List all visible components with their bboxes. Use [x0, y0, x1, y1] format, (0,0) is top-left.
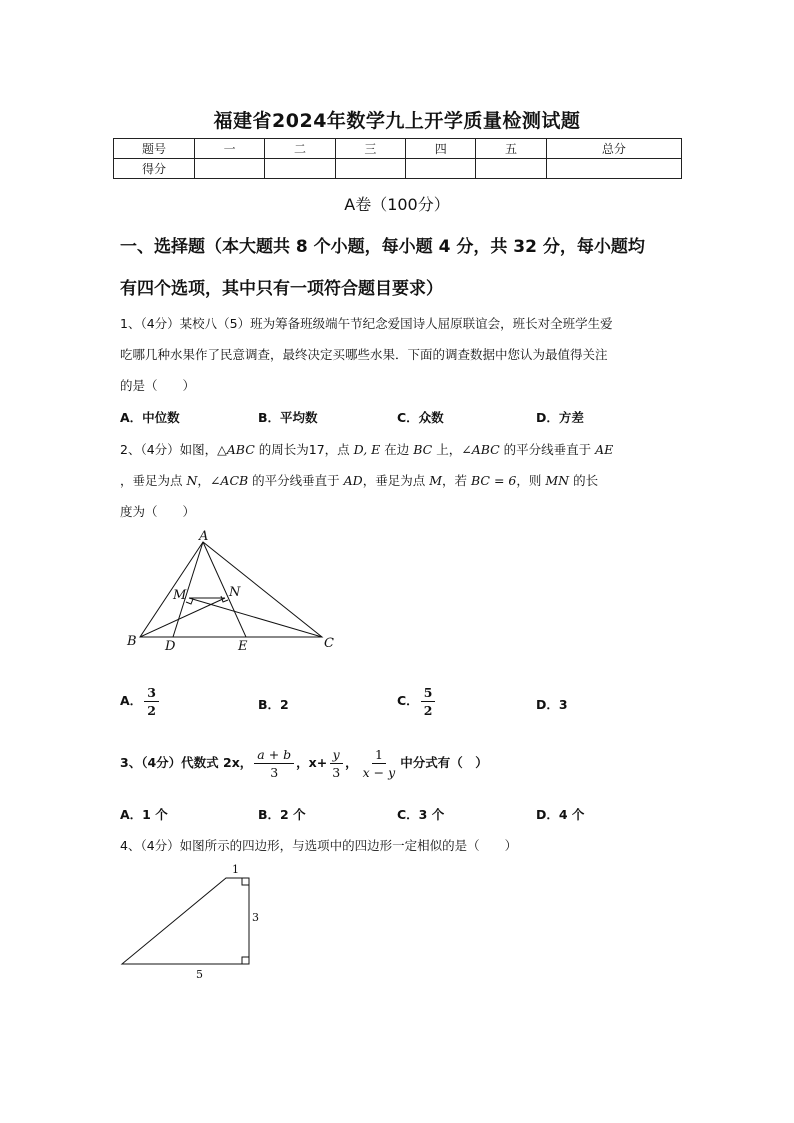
score-cell[interactable] [195, 159, 265, 179]
q2-option-c[interactable] [397, 684, 437, 719]
fraction [144, 684, 159, 719]
text: ，x+ [296, 755, 328, 770]
text: ，若 [442, 473, 471, 488]
text: 的平分线垂直于 [248, 473, 344, 488]
fraction [360, 746, 399, 781]
text: ，垂足为点 [362, 473, 430, 488]
option-label: A． [120, 693, 143, 708]
text: 2、（4分）如图， [120, 442, 218, 457]
bisector-c [189, 598, 322, 637]
q1-option-d[interactable]: D．方差 [536, 410, 584, 425]
text: ，则 [516, 473, 546, 488]
text: 的平分线垂直于 [499, 442, 596, 457]
score-cell[interactable] [406, 159, 476, 179]
fraction [421, 684, 436, 719]
header-cell: 三 [335, 139, 405, 159]
part1-heading-line2: 有四个选项，其中只有一项符合题目要求） [120, 279, 443, 299]
q4-line: 4、（4分）如图所示的四边形，与选项中的四边形一定相似的是（ ） [120, 838, 518, 853]
score-cell[interactable] [546, 159, 681, 179]
label-right: 3 [252, 911, 259, 924]
label-e: E [238, 639, 248, 654]
q1-option-b[interactable]: B．平均数 [258, 410, 318, 425]
label-m: M [173, 588, 187, 603]
option-label: C． [397, 693, 419, 708]
label-a: A [199, 530, 209, 544]
math: AE [595, 442, 614, 457]
label-n: N [229, 585, 241, 600]
q1-line1: 1、（4分）某校八（5）班为筹备班级端午节纪念爱国诗人屈原联谊会，班长对全班学生爱 [120, 316, 613, 331]
right-angle-mark-bottom [242, 957, 249, 964]
q3-line [120, 746, 488, 781]
math: ∠ABC [461, 442, 500, 457]
numerator: a + b [254, 746, 294, 764]
q2-line2 [120, 471, 598, 489]
text: 上， [432, 442, 462, 457]
text: 的长 [569, 473, 599, 488]
q3-option-b[interactable]: B．2 个 [258, 807, 306, 822]
part1-heading-line1: 一、选择题（本大题共 8 个小题，每小题 4 分，共 32 分，每小题均 [120, 237, 645, 257]
header-cell: 题号 [114, 139, 195, 159]
header-cell: 五 [476, 139, 546, 159]
quadrilateral [122, 878, 249, 964]
right-angle-mark-top [242, 878, 249, 885]
score-cell[interactable] [265, 159, 335, 179]
q2-line3: 度为（ ） [120, 504, 196, 519]
q3-option-a[interactable]: A．1 个 [120, 807, 168, 822]
q2-option-d[interactable]: D．3 [536, 697, 568, 712]
q1-line3: 的是（ ） [120, 378, 196, 393]
denominator: x − y [362, 765, 396, 780]
math: BC = 6 [471, 473, 517, 488]
denominator: 3 [270, 765, 279, 780]
section-a-heading: A卷（100分） [344, 195, 450, 214]
text: ， [197, 473, 210, 488]
q2-line1 [120, 440, 613, 458]
score-cell[interactable] [476, 159, 546, 179]
numerator: 1 [372, 746, 386, 764]
text: ，垂足为点 [120, 473, 187, 488]
math: D, E [353, 442, 381, 457]
score-table-score-row [114, 159, 682, 179]
q1-option-c[interactable]: C．众数 [397, 410, 444, 425]
header-cell: 总分 [546, 139, 681, 159]
row-label: 得分 [114, 159, 195, 179]
math: M [429, 473, 443, 488]
text: 3、（4分）代数式 2x， [120, 755, 253, 770]
q3-option-d[interactable]: D．4 个 [536, 807, 585, 822]
text: 中分式有（ ） [400, 755, 488, 770]
q1-option-a[interactable]: A．中位数 [120, 410, 180, 425]
text: 的周长为17，点 [254, 442, 354, 457]
label-bottom: 5 [196, 968, 203, 981]
label-d: D [165, 639, 176, 654]
text: 在边 [380, 442, 414, 457]
fraction [254, 746, 294, 781]
header-cell: 四 [406, 139, 476, 159]
q3-option-c[interactable]: C．3 个 [397, 807, 445, 822]
numerator: y [330, 746, 343, 764]
label-top: 1 [232, 863, 239, 876]
score-table [113, 138, 682, 179]
right-angle-mark-n [221, 596, 228, 602]
numerator: 3 [144, 684, 159, 702]
q1-line2: 吃哪几种水果作了民意调查，最终决定买哪些水果．下面的调查数据中您认为最值得关注 [120, 347, 608, 362]
math: MN [545, 473, 570, 488]
label-b: B [127, 634, 137, 649]
math: N [186, 473, 198, 488]
text: ， [345, 755, 358, 770]
fraction [329, 746, 343, 781]
q2-triangle-figure [115, 530, 355, 660]
header-cell: 一 [195, 139, 265, 159]
q2-option-b[interactable]: B．2 [258, 697, 289, 712]
math: △ABC [217, 442, 255, 457]
q4-quadrilateral-figure [115, 858, 275, 983]
label-c: C [324, 636, 334, 651]
numerator: 5 [421, 684, 436, 702]
math: AD [343, 473, 363, 488]
math: ∠ACB [209, 473, 249, 488]
right-angle-mark-m [186, 599, 193, 604]
score-table-header-row [114, 139, 682, 159]
math: BC [413, 442, 433, 457]
denominator: 2 [423, 703, 433, 718]
score-cell[interactable] [335, 159, 405, 179]
page-title: 福建省2024年数学九上开学质量检测试题 [213, 110, 581, 132]
denominator: 2 [147, 703, 156, 718]
q2-option-a[interactable] [120, 684, 161, 719]
header-cell: 二 [265, 139, 335, 159]
denominator: 3 [332, 765, 341, 780]
